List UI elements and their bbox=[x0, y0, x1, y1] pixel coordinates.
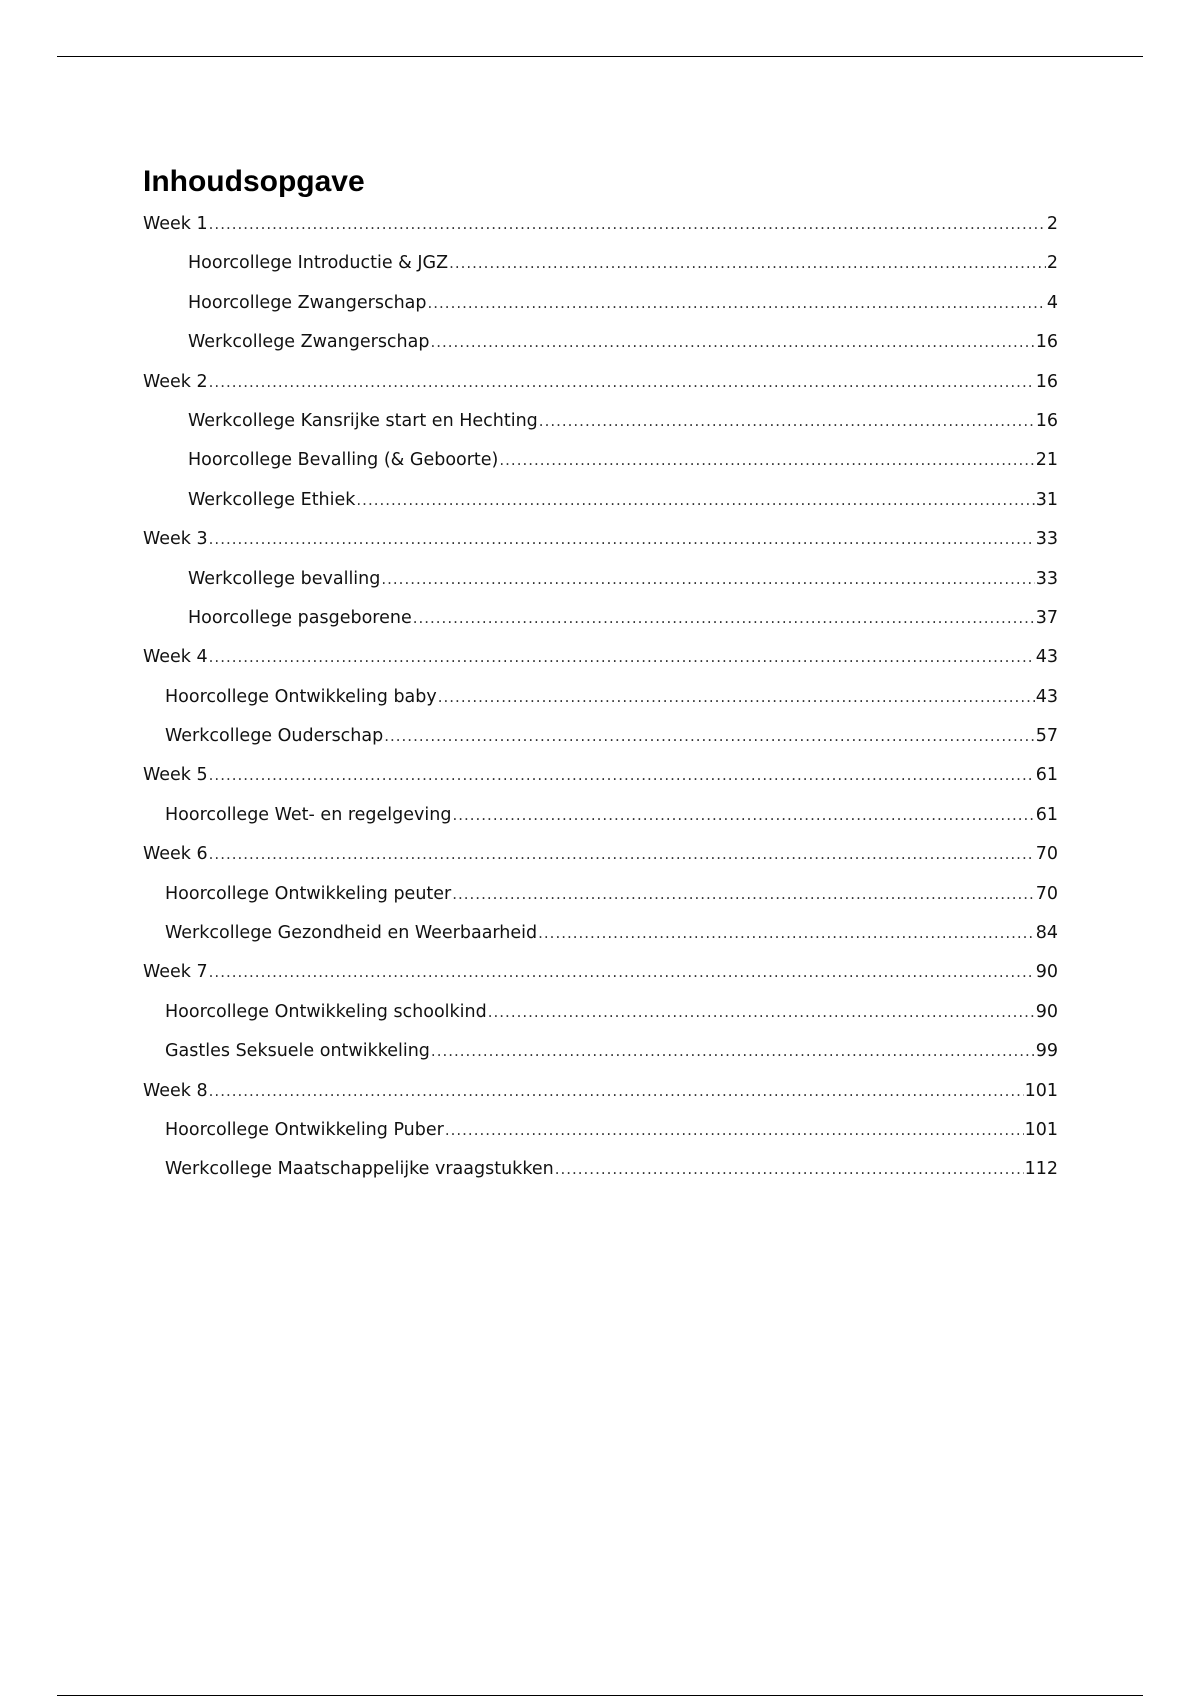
toc-dot-leader bbox=[449, 254, 1046, 272]
toc-entry-page-number: 90 bbox=[1035, 1001, 1058, 1022]
toc-dot-leader bbox=[539, 412, 1035, 430]
toc-dot-leader bbox=[430, 333, 1034, 351]
toc-entry-label: Hoorcollege Ontwikkeling baby bbox=[165, 686, 437, 707]
toc-dot-leader bbox=[452, 806, 1034, 824]
toc-dot-leader bbox=[209, 963, 1035, 981]
toc-entry[interactable] bbox=[143, 1120, 1058, 1159]
toc-dot-leader bbox=[356, 491, 1034, 509]
toc-entry[interactable] bbox=[143, 687, 1058, 726]
toc-dot-leader bbox=[499, 451, 1034, 469]
toc-entry-page-number: 61 bbox=[1035, 765, 1058, 786]
toc-entry[interactable] bbox=[143, 726, 1058, 765]
toc-entry[interactable] bbox=[143, 1002, 1058, 1041]
toc-entry[interactable] bbox=[143, 569, 1058, 608]
toc-entry-label: Hoorcollege pasgeborene bbox=[188, 607, 412, 628]
toc-entry-page-number: 101 bbox=[1024, 1119, 1058, 1140]
toc-entry-label: Hoorcollege Zwangerschap bbox=[188, 292, 427, 313]
toc-entry-label: Hoorcollege Ontwikkeling peuter bbox=[165, 883, 452, 904]
toc-entry[interactable] bbox=[143, 529, 1058, 568]
toc-dot-leader bbox=[488, 1003, 1035, 1021]
toc-dot-leader bbox=[209, 1082, 1024, 1100]
table-of-contents bbox=[143, 162, 1058, 1199]
toc-entry-label: Hoorcollege Ontwikkeling Puber bbox=[165, 1119, 444, 1140]
toc-dot-leader bbox=[431, 1042, 1035, 1060]
toc-entry-label: Werkcollege Zwangerschap bbox=[188, 332, 430, 353]
toc-entry-label: Werkcollege Gezondheid en Weerbaarheid bbox=[165, 923, 538, 944]
toc-entry-page-number: 2 bbox=[1046, 253, 1058, 274]
toc-dot-leader bbox=[538, 924, 1035, 942]
toc-entry-page-number: 101 bbox=[1024, 1080, 1058, 1101]
toc-entry-page-number: 61 bbox=[1035, 804, 1058, 825]
toc-entry[interactable] bbox=[143, 962, 1058, 1001]
toc-entry-page-number: 33 bbox=[1035, 568, 1058, 589]
toc-entry[interactable] bbox=[143, 332, 1058, 371]
toc-entry-label: Week 1 bbox=[143, 214, 208, 234]
toc-dot-leader bbox=[428, 294, 1046, 312]
toc-dot-leader bbox=[384, 727, 1034, 745]
toc-entry[interactable] bbox=[143, 253, 1058, 292]
toc-entry-page-number: 31 bbox=[1035, 489, 1058, 510]
toc-entry-page-number: 33 bbox=[1035, 529, 1058, 550]
toc-entry[interactable] bbox=[143, 1159, 1058, 1198]
toc-dot-leader bbox=[555, 1160, 1024, 1178]
toc-dot-leader bbox=[452, 885, 1034, 903]
toc-entry-page-number: 4 bbox=[1046, 292, 1058, 313]
toc-entry-label: Week 5 bbox=[143, 765, 208, 786]
toc-entry[interactable] bbox=[143, 923, 1058, 962]
toc-entry-label: Week 8 bbox=[143, 1080, 208, 1101]
toc-entry-page-number: 90 bbox=[1035, 962, 1058, 983]
toc-dot-leader bbox=[209, 766, 1035, 784]
toc-dot-leader bbox=[209, 648, 1035, 666]
toc-entry[interactable] bbox=[143, 844, 1058, 883]
toc-entry-label: Werkcollege Ouderschap bbox=[165, 726, 384, 747]
toc-entry[interactable] bbox=[143, 450, 1058, 489]
toc-entry-page-number: 37 bbox=[1035, 607, 1058, 628]
toc-entry-page-number: 99 bbox=[1035, 1041, 1058, 1062]
toc-entry[interactable] bbox=[143, 1081, 1058, 1120]
toc-dot-leader bbox=[209, 530, 1035, 548]
toc-entry-label: Hoorcollege Bevalling (& Geboorte) bbox=[188, 450, 499, 471]
toc-entry[interactable] bbox=[143, 805, 1058, 844]
toc-entry-page-number: 16 bbox=[1035, 371, 1058, 392]
toc-entry[interactable] bbox=[143, 214, 1058, 253]
toc-entry[interactable] bbox=[143, 884, 1058, 923]
footer-rule bbox=[57, 1695, 1143, 1696]
toc-entry-page-number: 84 bbox=[1035, 923, 1058, 944]
header-rule bbox=[57, 56, 1143, 57]
toc-entry-label: Gastles Seksuele ontwikkeling bbox=[165, 1041, 430, 1062]
toc-dot-leader bbox=[209, 215, 1046, 233]
toc-entry[interactable] bbox=[143, 647, 1058, 686]
toc-entry[interactable] bbox=[143, 608, 1058, 647]
toc-entry-page-number: 43 bbox=[1035, 647, 1058, 668]
toc-entry-label: Hoorcollege Ontwikkeling schoolkind bbox=[165, 1001, 487, 1022]
toc-entry-label: Werkcollege Maatschappelijke vraagstukken bbox=[165, 1159, 554, 1180]
toc-entry-label: Hoorcollege Introductie & JGZ bbox=[188, 253, 449, 274]
toc-entry-label: Week 2 bbox=[143, 371, 208, 392]
toc-dot-leader bbox=[445, 1121, 1024, 1139]
toc-entry-page-number: 16 bbox=[1035, 410, 1058, 431]
toc-entry[interactable] bbox=[143, 372, 1058, 411]
toc-entry[interactable] bbox=[143, 765, 1058, 804]
toc-entry-page-number: 2 bbox=[1046, 214, 1058, 234]
toc-entry-label: Werkcollege Kansrijke start en Hechting bbox=[188, 410, 538, 431]
toc-entry-page-number: 70 bbox=[1035, 883, 1058, 904]
toc-entry-label: Werkcollege bevalling bbox=[188, 568, 381, 589]
toc-dot-leader bbox=[413, 609, 1035, 627]
toc-list bbox=[143, 214, 1058, 1199]
toc-entry-label: Week 6 bbox=[143, 844, 208, 865]
toc-entry-label: Hoorcollege Wet- en regelgeving bbox=[165, 804, 452, 825]
toc-entry-page-number: 43 bbox=[1035, 686, 1058, 707]
toc-entry-label: Week 3 bbox=[143, 529, 208, 550]
toc-dot-leader bbox=[209, 373, 1035, 391]
toc-entry[interactable] bbox=[143, 490, 1058, 529]
toc-entry-label: Werkcollege Ethiek bbox=[188, 489, 356, 510]
toc-entry-page-number: 21 bbox=[1035, 450, 1058, 471]
toc-dot-leader bbox=[438, 688, 1035, 706]
toc-entry-page-number: 70 bbox=[1035, 844, 1058, 865]
toc-title: Inhoudsopgave bbox=[143, 165, 365, 198]
toc-entry-page-number: 112 bbox=[1024, 1159, 1058, 1180]
toc-entry-label: Week 4 bbox=[143, 647, 208, 668]
toc-dot-leader bbox=[381, 570, 1034, 588]
toc-entry[interactable] bbox=[143, 293, 1058, 332]
toc-entry[interactable] bbox=[143, 411, 1058, 450]
toc-entry-page-number: 16 bbox=[1035, 332, 1058, 353]
toc-entry-label: Week 7 bbox=[143, 962, 208, 983]
toc-entry[interactable] bbox=[143, 1041, 1058, 1080]
toc-entry-page-number: 57 bbox=[1035, 726, 1058, 747]
toc-dot-leader bbox=[209, 845, 1035, 863]
